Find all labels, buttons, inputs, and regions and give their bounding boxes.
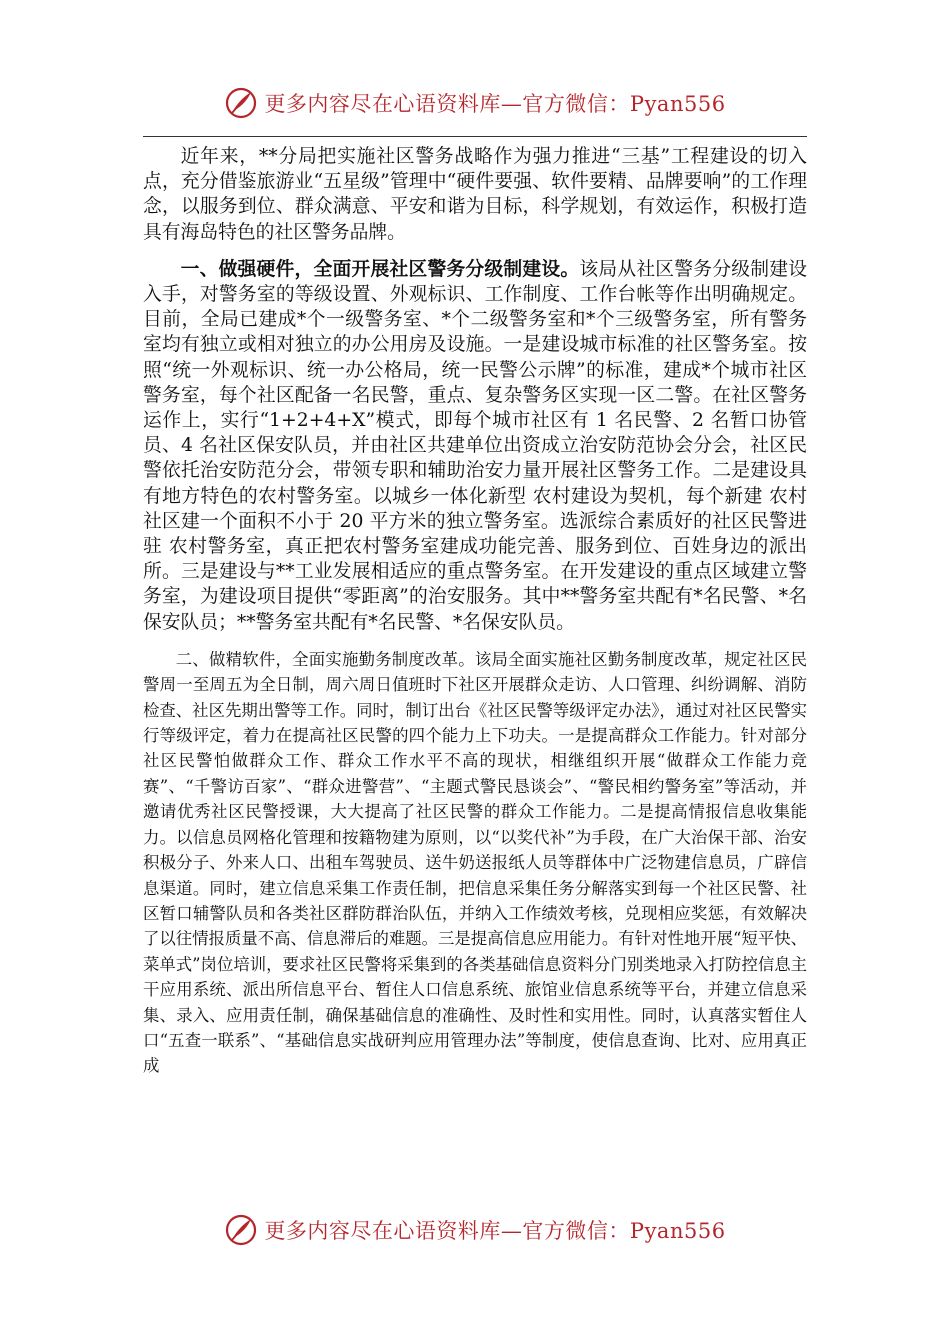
quill-logo-icon <box>224 1213 258 1247</box>
header-banner <box>0 83 950 123</box>
section-one-heading: 一、做强硬件，全面开展社区警务分级制建设。 <box>180 257 580 280</box>
section-one-paragraph <box>143 257 807 635</box>
header-divider <box>143 136 807 137</box>
section-two-paragraph: 二、做精软件，全面实施勤务制度改革。该局全面实施社区勤务制度改革，规定社区民警周一至周五为全日制，周六周日值班时下社区开展群众走访、人口管理、纠纷调解、消防检查、社区先期出警等工作。同时，制订出台《社区民警等级评定办法》，通过对社区民警实行等级评定，着力在提高社区民警的四个能力上下功夫。一是提高群众工作能力。针对部分社区民警怕做群众工作、群众工作水平不高的现状，相继组织开展“做群众工作能力竞赛”、“千警访百家”、“群众进警营”、“主题式警民恳谈会”、“警民相约警务室”等活动，并邀请优秀社区民警授课，大大提高了社区民警的群众工作能力。二是提高情报信息收集能力。以信息员网格化管理和按籍物建为原则，以“以奖代补”为手段，在广大治保干部、治安积极分子、外来人口、出租车驾驶员、送牛奶送报纸人员等群体中广泛物建信息员，广辟信息渠道。同时，建立信息采集工作责任制，把信息采集任务分解落实到每一个社区民警、社区暂口辅警队员和各类社区群防群治队伍，并纳入工作绩效考核，兑现相应奖惩，有效解决了以往情报质量不高、信息滞后的难题。三是提高信息应用能力。有针对性地开展“短平快、菜单式”岗位培训，要求社区民警将采集到的各类基础信息资料分门别类地录入打防控信息主干应用系统、派出所信息平台、暂住人口信息系统、旅馆业信息系统等平台，并建立信息采集、录入、应用责任制，确保基础信息的准确性、及时性和实用性。同时，认真落实暂住人口“五查一联系”、“基础信息实战研判应用管理办法”等制度，使信息查询、比对、应用真正成 <box>143 649 808 1076</box>
article-body <box>143 144 807 1091</box>
footer-banner <box>0 1210 950 1250</box>
section-one-body: 该局从社区警务分级制建设入手，对警务室的等级设置、外观标识、工作制度、工作台帐等作出明确规定。目前，全局已建成*个一级警务室、*个二级警务室和*个三级警务室，所有警务室均有独立或相对独立的办公用房及设施。一是建设城市标准的社区警务室。按照“统一外观标识、统一办公格局，统一民警公示牌”的标准，建成*个城市社区警务室，每个社区配备一名民警，重点、复杂警务区实现一区二警。在社区警务运作上，实行“1+2+4+X”模式，即每个城市社区有 1 名民警、2 名暂口协管员、4 名社区保安队员，并由社区共建单位出资成立治安防范协会分会，社区民警依托治安防范分会，带领专职和辅助治安力量开展社区警务工作。二是建设具有地方特色的农村警务室。以城乡一体化新型 农村建设为契机，每个新建 农村社区建一个面积不小于 20 平方米的独立警务室。选派综合素质好的社区民警进驻 农村警务室，真正把农村警务室建成功能完善、服务到位、百姓身边的派出所。三是建设与**工业发展相适应的重点警务室。在开发建设的重点区域建立警务室，为建设项目提供“零距离”的治安服务。其中**警务室共配有*名民警、*名保安队员；**警务室共配有*名民警、*名保安队员。 <box>143 258 808 633</box>
quill-logo-icon <box>224 86 258 120</box>
footer-brand-text: 更多内容尽在心语资料库—官方微信：Pyan556 <box>264 1219 726 1243</box>
intro-paragraph: 近年来，**分局把实施社区警务战略作为强力推进“三基”工程建设的切入点，充分借鉴旅游业“五星级”管理中“硬件要强、软件要精、品牌要响”的工作理念，以服务到位、群众满意、平安和谐为目标，科学规划，有效运作，积极打造具有海岛特色的社区警务品牌。 <box>143 146 807 243</box>
header-brand-text: 更多内容尽在心语资料库—官方微信：Pyan556 <box>264 92 726 116</box>
